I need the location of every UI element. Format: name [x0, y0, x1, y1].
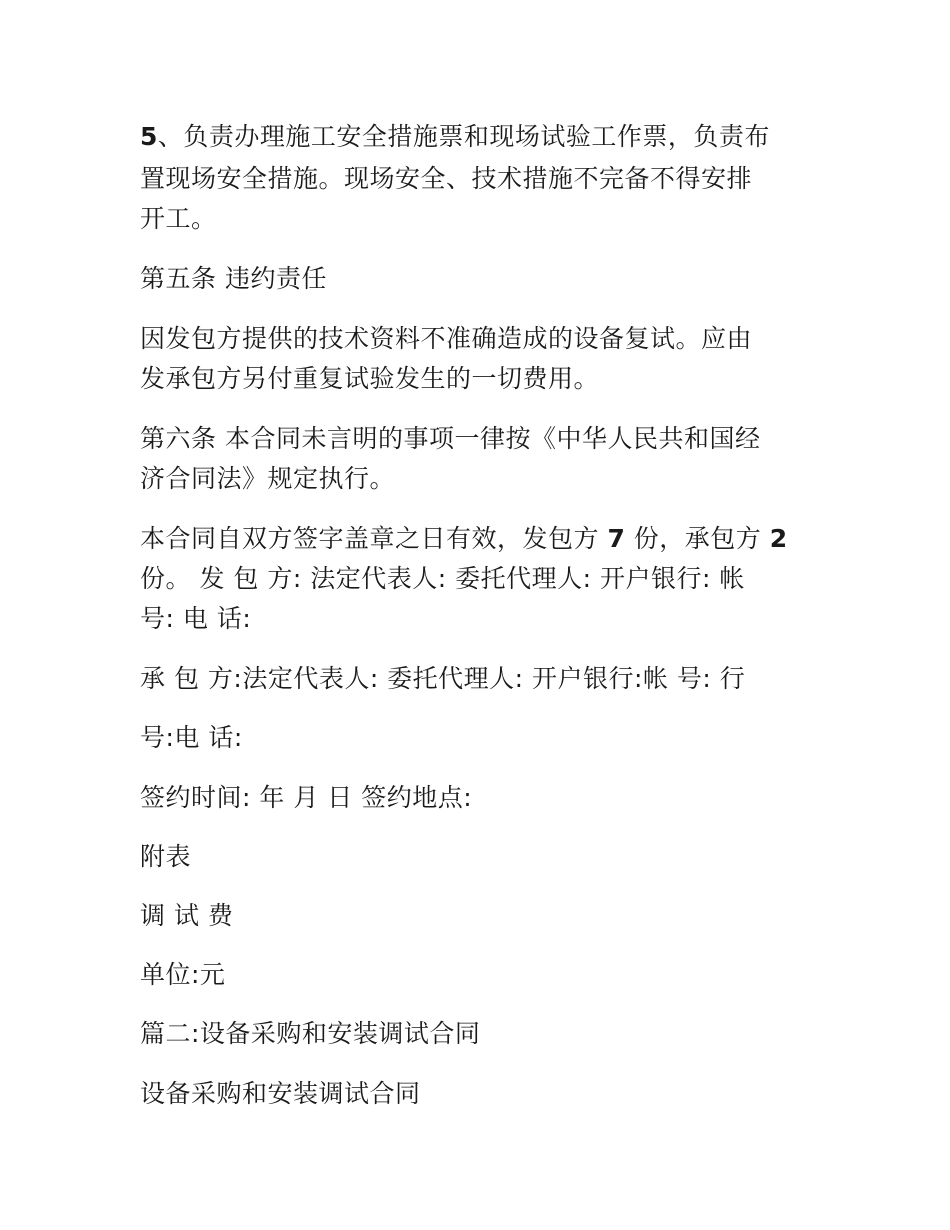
item5-line3: 开工。: [140, 204, 217, 233]
chapter2-heading: 篇二:设备采购和安装调试合同: [140, 1019, 481, 1048]
validity-line2: 份。 发 包 方: 法定代表人: 委托代理人: 开户银行: 帐: [140, 564, 745, 593]
unit-label: 单位:元: [140, 960, 226, 989]
validity-text-a: 本合同自双方签字盖章之日有效，发包方: [140, 524, 608, 553]
debug-fee-heading: 调 试 费: [140, 901, 234, 930]
article6-line2: 济合同法》规定执行。: [140, 464, 396, 493]
article5-body-line2: 发承包方另付重复试验发生的一切费用。: [140, 364, 600, 393]
signing-line: 签约时间: 年 月 日 签约地点:: [140, 783, 473, 812]
item5-text: 、负责办理施工安全措施票和现场试验工作票，负责布: [157, 122, 770, 151]
validity-text-b: 份，承包方: [625, 524, 770, 553]
article5-body-line1: 因发包方提供的技术资料不准确造成的设备复试。应由: [140, 324, 753, 353]
chapter2-title: 设备采购和安装调试合同: [140, 1079, 421, 1108]
validity-count-contractor: 2: [769, 524, 788, 553]
validity-line1: [140, 524, 788, 554]
validity-line3: 号: 电 话:: [140, 604, 252, 633]
item5-line1: [140, 122, 770, 152]
contractor-line1: 承 包 方:法定代表人: 委托代理人: 开户银行:帐 号: 行: [140, 664, 746, 693]
contractor-line2: 号:电 话:: [140, 723, 243, 752]
item5-number: 5: [140, 122, 158, 151]
article6-line1: 第六条 本合同未言明的事项一律按《中华人民共和国经: [140, 424, 761, 453]
appendix-label: 附表: [140, 842, 192, 871]
article5-title: 第五条 违约责任: [140, 264, 327, 293]
validity-count-issuer: 7: [607, 524, 626, 553]
item5-line2: 置现场安全措施。现场安全、技术措施不完备不得安排: [140, 164, 753, 193]
